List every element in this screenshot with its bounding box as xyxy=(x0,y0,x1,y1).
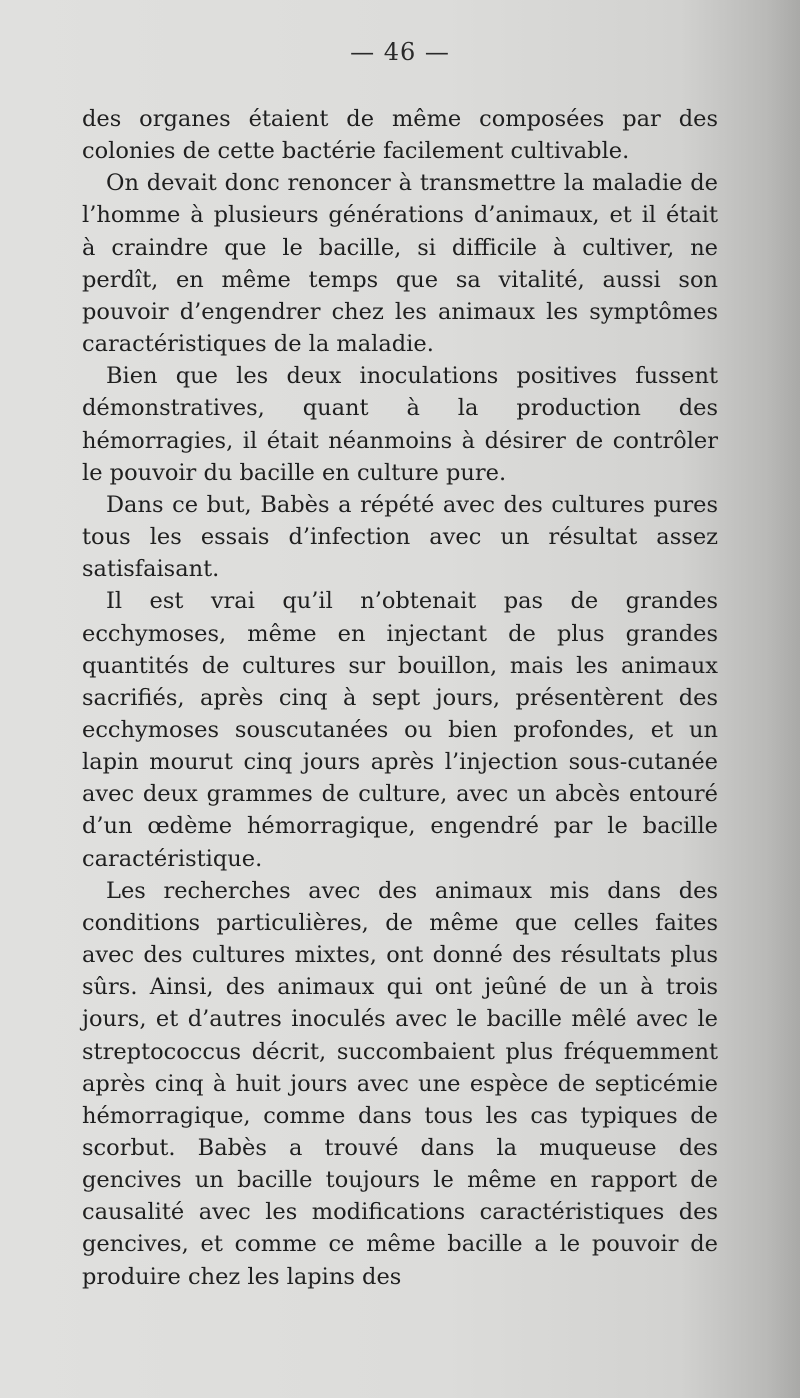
paragraph: Bien que les deux inoculations positives fussent démonstratives, quant à la production des hémorragies, il était néanmoins à désirer de contrôler le pouvoir du bacille en culture pure. xyxy=(82,363,718,486)
paragraph-continued: des organes étaient de même composées par des colonies de cette bactérie facilement cultivable. xyxy=(82,106,718,165)
paragraph: Dans ce but, Babès a répété avec des cultures pures tous les essais d’infection avec un résultat assez satisfaisant. xyxy=(82,491,718,583)
paragraph: Les recherches avec des animaux mis dans des conditions particulières, de même que celles faites avec des cultures mixtes, ont donné des résultats plus sûrs. Ainsi, des animaux qui ont jeûné de un à trois jours, et d’autres inoculés avec le bacille mêlé avec le streptococcus décrit, succombaient plus fréquemment après cinq à huit jours avec une espèce de septicémie hémorragique, comme dans tous les cas typiques de scorbut. Babès a trouvé dans la muqueuse des gencives un bacille toujours le même en rapport de causalité avec les modifications caractéristiques des gencives, et comme ce même bacille a le pouvoir de produire chez les lapins des xyxy=(82,877,718,1290)
paragraph: Il est vrai qu’il n’obtenait pas de grandes ecchymoses, même en injectant de plus grandes quantités de cultures sur bouillon, mais les animaux sacrifiés, après cinq à sept jours, présentèrent des ecchymoses souscutanées ou bien profondes, et un lapin mourut cinq jours après l’injection sous-cutanée avec deux grammes de culture, avec un abcès entouré d’un œdème hémorragique, engendré par le bacille caractéristique. xyxy=(82,588,718,872)
body-text xyxy=(82,103,718,1293)
page-number: — 46 — xyxy=(350,38,450,66)
paragraph: On devait donc renoncer à transmettre la maladie de l’homme à plusieurs générations d’animaux, et il était à craindre que le bacille, si difficile à cultiver, ne perdît, en même temps que sa vitalité, aussi son pouvoir d’engendrer chez les animaux les symptômes caractéristiques de la maladie. xyxy=(82,170,718,358)
